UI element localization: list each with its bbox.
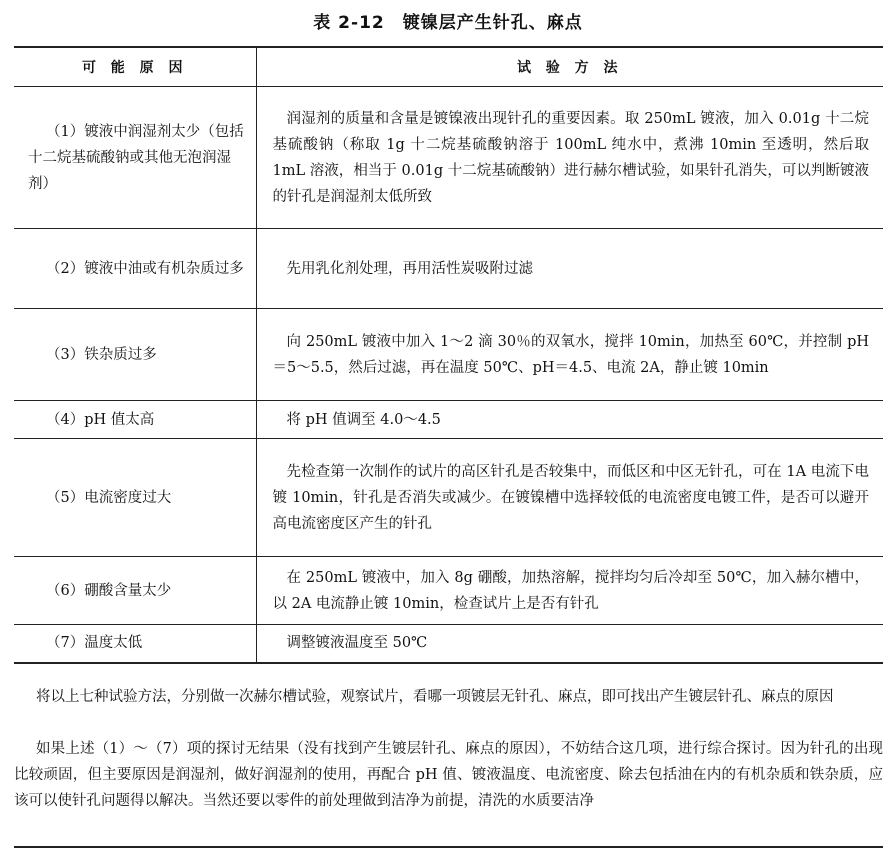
cause-text: （2）镀液中油或有机杂质过多: [46, 260, 244, 277]
header-test-method: 试 验 方 法: [256, 47, 883, 87]
summary-paragraph: 将以上七种试验方法，分别做一次赫尔槽试验，观察试片，看哪一项镀层无针孔、麻点，即可找出产生镀层针孔、麻点的原因: [36, 689, 834, 705]
cause-cell: [14, 229, 256, 309]
method-text: 润湿剂的质量和含量是镀镍液出现针孔的重要因素。取 250mL 镀液，加入 0.01g 十二烷基硫酸钠（称取 1g 十二烷基硫酸钠溶于 100mL 纯水中，煮沸 10min 至透明，然后取 1mL 溶液，相当于 0.01g 十二烷基硫酸钠）进行赫尔槽试验，如果针孔消失，可以判断镀液的针孔是润湿剂太低所致: [272, 110, 869, 205]
method-cell: [256, 439, 883, 557]
cause-cell: [14, 557, 256, 625]
discussion-paragraph: 如果上述（1）～（7）项的探讨无结果（没有找到产生镀层针孔、麻点的原因），不妨结合这几项，进行综合探讨。因为针孔的出现比较顽固，但主要原因是润湿剂，做好润湿剂的使用，再配合 pH 值、镀液温度、电流密度、除去包括油在内的有机杂质和铁杂质，应该可以使针孔问题得以解决。当然还要以零件的前处理做到洁净为前提，清洗的水质要洁净: [14, 741, 883, 809]
method-text: 调整镀液温度至 50℃: [286, 635, 428, 652]
method-text: 将 pH 值调至 4.0～4.5: [286, 411, 441, 428]
cause-cell: [14, 439, 256, 557]
cause-text: （6）硼酸含量太少: [46, 582, 172, 599]
method-cell: [256, 557, 883, 625]
method-text: 先用乳化剂处理，再用活性炭吸附过滤: [286, 260, 533, 277]
method-text: 在 250mL 镀液中，加入 8g 硼酸，加热溶解，搅拌均匀后冷却至 50℃，加入赫尔槽中，以 2A 电流静止镀 10min，检查试片上是否有针孔: [272, 569, 869, 612]
table-row: [14, 87, 883, 229]
cause-cell: [14, 401, 256, 439]
pinhole-causes-table: [14, 46, 883, 664]
table-header-row: [14, 47, 883, 87]
header-possible-cause: 可 能 原 因: [14, 47, 256, 87]
table-row: [14, 557, 883, 625]
table-row: [14, 229, 883, 309]
cause-text: （1）镀液中润湿剂太少（包括十二烷基硫酸钠或其他无泡润湿剂）: [28, 123, 244, 192]
cause-cell: [14, 309, 256, 401]
cause-text: （5）电流密度过大: [46, 489, 172, 506]
bottom-divider: [14, 846, 883, 848]
cause-text: （4）pH 值太高: [46, 411, 155, 428]
table-title: 表 2-12 镀镍层产生针孔、麻点: [313, 13, 583, 33]
method-cell: [256, 229, 883, 309]
table-row: [14, 401, 883, 439]
method-text: 向 250mL 镀液中加入 1～2 滴 30％的双氧水，搅拌 10min，加热至 60℃，并控制 pH＝5～5.5，然后过滤，再在温度 50℃、pH＝4.5、电流 2A，静止镀 10min: [272, 333, 869, 376]
table-row: [14, 439, 883, 557]
table-row: [14, 309, 883, 401]
cause-cell: [14, 87, 256, 229]
method-text: 先检查第一次制作的试片的高区针孔是否较集中，而低区和中区无针孔，可在 1A 电流下电镀 10min，针孔是否消失或减少。在镀镍槽中选择较低的电流密度电镀工件，是否可以避开高电流密度区产生的针孔: [272, 463, 869, 532]
cause-text: （3）铁杂质过多: [46, 346, 157, 363]
cause-cell: [14, 625, 256, 663]
table-row: [14, 625, 883, 663]
method-cell: [256, 309, 883, 401]
method-cell: [256, 401, 883, 439]
method-cell: [256, 87, 883, 229]
cause-text: （7）温度太低: [46, 635, 143, 652]
method-cell: [256, 625, 883, 663]
